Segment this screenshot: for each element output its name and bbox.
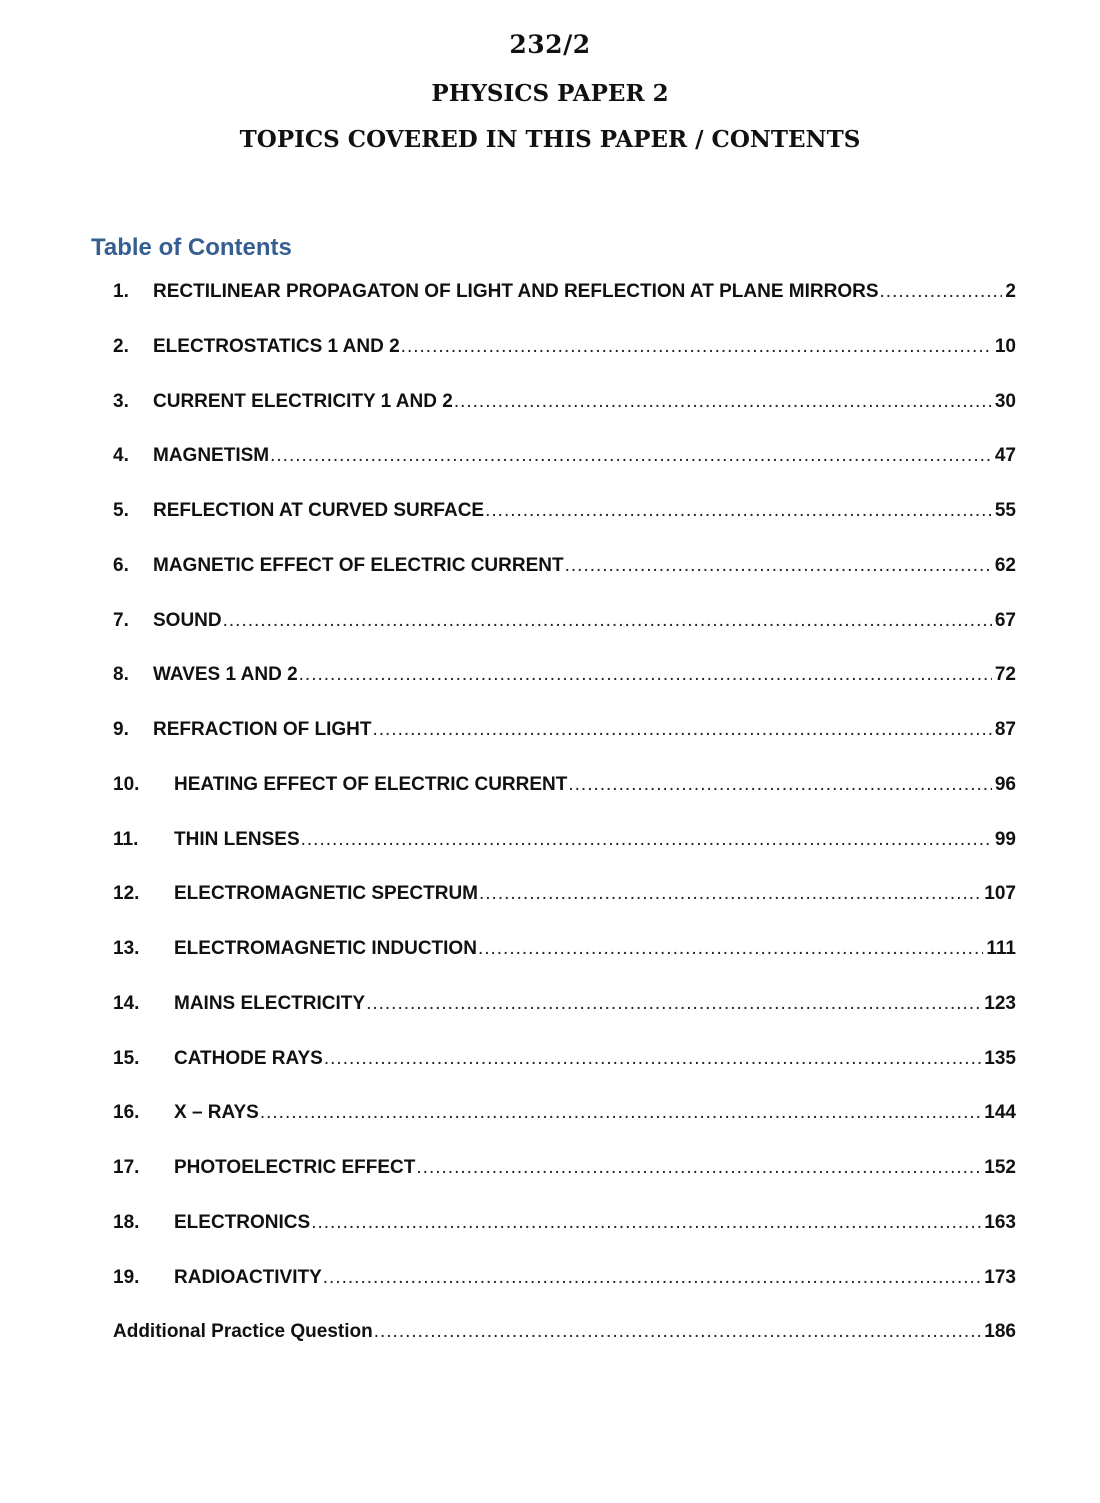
toc-entry-title: THIN LENSES — [174, 828, 300, 850]
toc-dot-leader — [568, 774, 992, 796]
toc-entry-title: HEATING EFFECT OF ELECTRIC CURRENT — [174, 773, 568, 795]
toc-entry-title: MAGNETISM — [153, 445, 270, 467]
toc-entry-title: X – RAYS — [174, 1102, 259, 1124]
toc-entry-title: PHOTOELECTRIC EFFECT — [174, 1157, 416, 1178]
toc-entry-title: ELECTROSTATICS 1 AND 2 — [153, 335, 400, 357]
toc-dot-leader — [479, 883, 981, 905]
toc-entry-number: 1. — [113, 281, 129, 302]
toc-entry-number: 2. — [113, 335, 129, 357]
toc-entry[interactable] — [113, 829, 1016, 884]
toc-entry[interactable] — [113, 1048, 1016, 1103]
toc-entry-page: 72 — [994, 664, 1016, 686]
toc-entry-number: 5. — [113, 500, 129, 521]
toc-dot-leader — [311, 1212, 981, 1234]
toc-entry-page: 152 — [984, 1157, 1016, 1178]
toc-entry-title: Additional Practice Question — [113, 1321, 373, 1343]
toc-dot-leader — [323, 1267, 982, 1289]
toc-dot-leader — [401, 336, 992, 358]
toc-entry-additional[interactable] — [113, 1321, 1016, 1376]
toc-heading: Table of Contents — [91, 234, 292, 261]
toc-entry-title: REFLECTION AT CURVED SURFACE — [153, 500, 485, 521]
toc-entry-number: 3. — [113, 390, 129, 412]
toc-entry-page: 123 — [984, 992, 1016, 1014]
toc-entry-page: 111 — [986, 938, 1016, 959]
toc-entry-page: 135 — [984, 1047, 1016, 1069]
toc-entry-number: 14. — [113, 992, 140, 1014]
toc-entry-number: 12. — [113, 883, 140, 905]
toc-entry-page: 47 — [994, 445, 1016, 467]
toc-entry-title: MAGNETIC EFFECT OF ELECTRIC CURRENT — [153, 554, 564, 576]
toc-entry-page: 87 — [994, 719, 1016, 740]
toc-dot-leader — [478, 938, 983, 960]
toc-dot-leader — [260, 1102, 981, 1124]
topics-heading: TOPICS COVERED IN THIS PAPER / CONTENTS — [239, 126, 861, 153]
toc-entry-number: 8. — [113, 664, 129, 686]
toc-entry-number: 10. — [113, 773, 140, 795]
toc-entry[interactable] — [113, 610, 1016, 665]
toc-entry-title: ELECTROMAGNETIC INDUCTION — [174, 938, 477, 959]
toc-entry[interactable] — [113, 281, 1016, 336]
toc-entry[interactable] — [113, 336, 1016, 391]
toc-entry[interactable] — [113, 774, 1016, 829]
toc-entry[interactable] — [113, 1267, 1016, 1322]
toc-entry[interactable] — [113, 500, 1016, 555]
toc-entry-page: 99 — [994, 828, 1016, 850]
toc-dot-leader — [270, 445, 992, 467]
toc-entry-page: 186 — [984, 1321, 1016, 1343]
toc-dot-leader — [880, 281, 1003, 303]
toc-entry-number: 18. — [113, 1211, 140, 1233]
toc-entry-page: 67 — [994, 609, 1016, 631]
paper-code: 232/2 — [509, 30, 591, 59]
toc-entry[interactable] — [113, 1102, 1016, 1157]
toc-entry-number: 4. — [113, 445, 129, 467]
toc-entry-number: 7. — [113, 609, 129, 631]
toc-dot-leader — [374, 1321, 982, 1343]
toc-dot-leader — [324, 1048, 981, 1070]
toc-entry-number: 19. — [113, 1266, 140, 1288]
toc-entry-page: 2 — [1005, 281, 1016, 302]
toc-entry-title: SOUND — [153, 609, 222, 631]
toc-entry-page: 107 — [984, 883, 1016, 905]
toc-dot-leader — [454, 391, 992, 413]
toc-entry-page: 10 — [994, 335, 1016, 357]
toc-entry-number: 13. — [113, 938, 140, 959]
toc-entry-page: 144 — [984, 1102, 1016, 1124]
toc-entry[interactable] — [113, 938, 1016, 993]
toc-entry-page: 55 — [994, 500, 1016, 521]
toc-entry-number: 6. — [113, 554, 129, 576]
toc-entry-number: 9. — [113, 719, 129, 740]
toc-entry-number: 15. — [113, 1047, 140, 1069]
toc-dot-leader — [301, 829, 992, 851]
toc-dot-leader — [299, 664, 992, 686]
toc-entry-title: RECTILINEAR PROPAGATON OF LIGHT AND REFLECTION AT PLANE MIRRORS — [153, 281, 879, 302]
toc-entry[interactable] — [113, 391, 1016, 446]
toc-entry-title: ELECTRONICS — [174, 1211, 311, 1233]
toc-dot-leader — [565, 555, 992, 577]
toc-entry-title: CURRENT ELECTRICITY 1 AND 2 — [153, 390, 453, 412]
toc-entry-title: MAINS ELECTRICITY — [174, 992, 366, 1014]
toc-entry-title: WAVES 1 AND 2 — [153, 664, 298, 686]
toc-entry[interactable] — [113, 883, 1016, 938]
toc-entry[interactable] — [113, 555, 1016, 610]
toc-dot-leader — [416, 1157, 981, 1179]
toc-list — [113, 281, 1016, 1376]
toc-entry-title: REFRACTION OF LIGHT — [153, 719, 372, 740]
toc-dot-leader — [366, 993, 981, 1015]
toc-entry[interactable] — [113, 1212, 1016, 1267]
toc-entry-page: 163 — [984, 1211, 1016, 1233]
toc-entry-title: CATHODE RAYS — [174, 1047, 323, 1069]
toc-entry[interactable] — [113, 1157, 1016, 1212]
toc-dot-leader — [372, 719, 991, 741]
toc-entry[interactable] — [113, 993, 1016, 1048]
paper-title: PHYSICS PAPER 2 — [431, 80, 669, 107]
toc-entry-number: 16. — [113, 1102, 140, 1124]
toc-entry-number: 11. — [113, 828, 139, 850]
toc-entry-page: 173 — [984, 1266, 1016, 1288]
toc-entry-page: 30 — [994, 390, 1016, 412]
toc-entry[interactable] — [113, 719, 1016, 774]
toc-dot-leader — [223, 610, 992, 632]
toc-entry-page: 96 — [994, 773, 1016, 795]
toc-entry-number: 17. — [113, 1157, 140, 1178]
toc-dot-leader — [485, 500, 992, 522]
toc-entry[interactable] — [113, 664, 1016, 719]
toc-entry-title: RADIOACTIVITY — [174, 1266, 322, 1288]
toc-entry[interactable] — [113, 445, 1016, 500]
toc-entry-title: ELECTROMAGNETIC SPECTRUM — [174, 883, 478, 905]
toc-entry-page: 62 — [994, 554, 1016, 576]
